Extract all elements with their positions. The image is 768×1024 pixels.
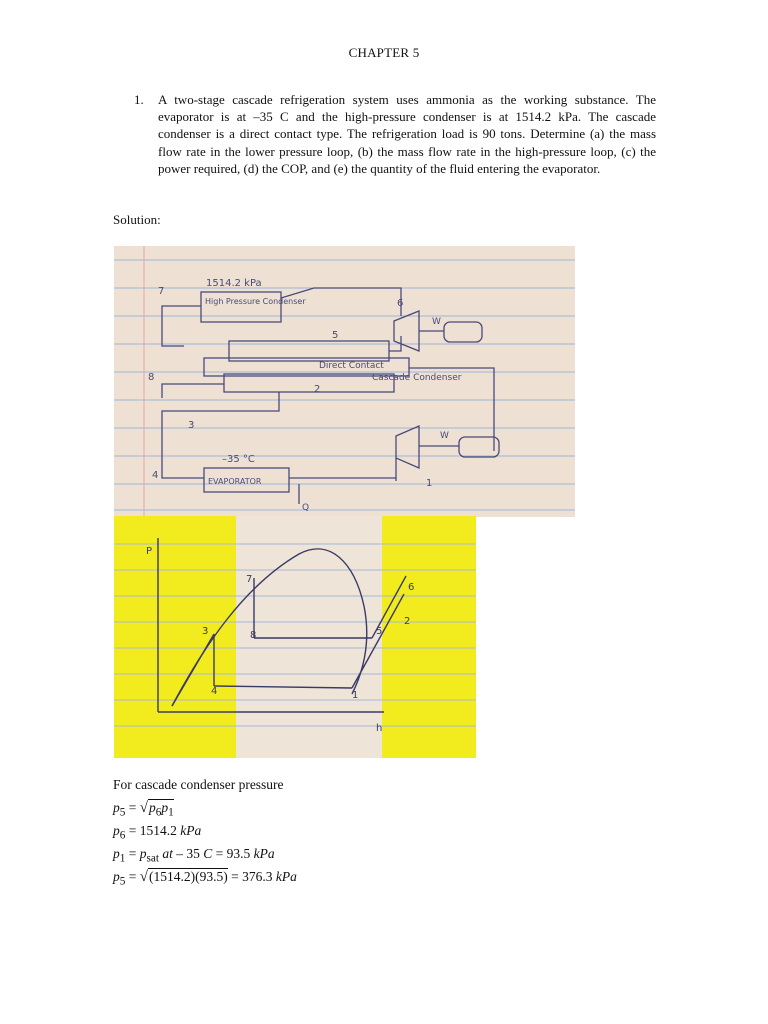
ph-state-7: 7 [246, 574, 253, 585]
chapter-heading: CHAPTER 5 [348, 45, 420, 60]
ph-state-3: 3 [202, 626, 209, 637]
label-wb: W [440, 431, 449, 441]
system-schematic-sketch [114, 246, 575, 517]
label-wa: W [432, 317, 441, 327]
state-8: 8 [148, 372, 155, 383]
problem-text: A two-stage cascade refrigeration system uses ammonia as the working substance. The evaporator is at –35 C and the high-pressure condenser is at 1514.2 kPa. The cascade condenser is a direct contact type. The refrigeration load is 90 tons. Determine (a) the mass flow rate in the lower pressure loop, (b) the mass flow rate in the high-pressure loop, (c) the power required, (d) the COP, and (e) the quantity of the fluid entering the evaporator. [158, 92, 656, 176]
formula-p5-result: $p_5 = √(1514.2)(93.5) = 376.3$ kPa [113, 869, 297, 888]
problem-statement [134, 91, 656, 177]
ph-state-6: 6 [408, 582, 415, 593]
ph-state-2: 2 [404, 616, 411, 627]
formula-p6-value: $p_6 = 1514.2$ kPa [113, 823, 202, 842]
ph-diagram-sketch [114, 516, 476, 758]
label-temperature: –35 °C [222, 454, 255, 465]
label-direct-contact: Direct Contact [319, 361, 384, 371]
label-qa: Q [302, 503, 310, 513]
axis-h-label: h [376, 723, 383, 734]
problem-number: 1. [134, 92, 144, 107]
ph-state-1: 1 [352, 690, 359, 701]
state-2: 2 [314, 384, 321, 395]
ph-state-5: 5 [376, 626, 383, 637]
formula-block [113, 773, 297, 888]
formula-intro: For cascade condenser pressure [113, 777, 284, 792]
state-3: 3 [188, 420, 195, 431]
formula-p1-value: $p_1 = p_{sat}$ at – 35 C = 93.5 kPa [113, 846, 275, 865]
solution-label: Solution: [113, 212, 161, 227]
label-pressure: 1514.2 kPa [206, 278, 262, 289]
state-5: 5 [332, 330, 339, 341]
formula-p5-definition: $p_5 = √p_6p_1$ [113, 800, 174, 819]
label-evaporator: EVAPORATOR [208, 477, 262, 486]
state-6: 6 [397, 298, 404, 309]
ph-state-4: 4 [211, 686, 218, 697]
label-cascade-condenser: Cascade Condenser [372, 373, 462, 383]
axis-p-label: P [146, 546, 153, 557]
state-4: 4 [152, 470, 159, 481]
state-7: 7 [158, 286, 165, 297]
ph-state-8: 8 [250, 630, 257, 641]
label-hp-condenser: High Pressure Condenser [205, 297, 306, 306]
state-1: 1 [426, 478, 433, 489]
